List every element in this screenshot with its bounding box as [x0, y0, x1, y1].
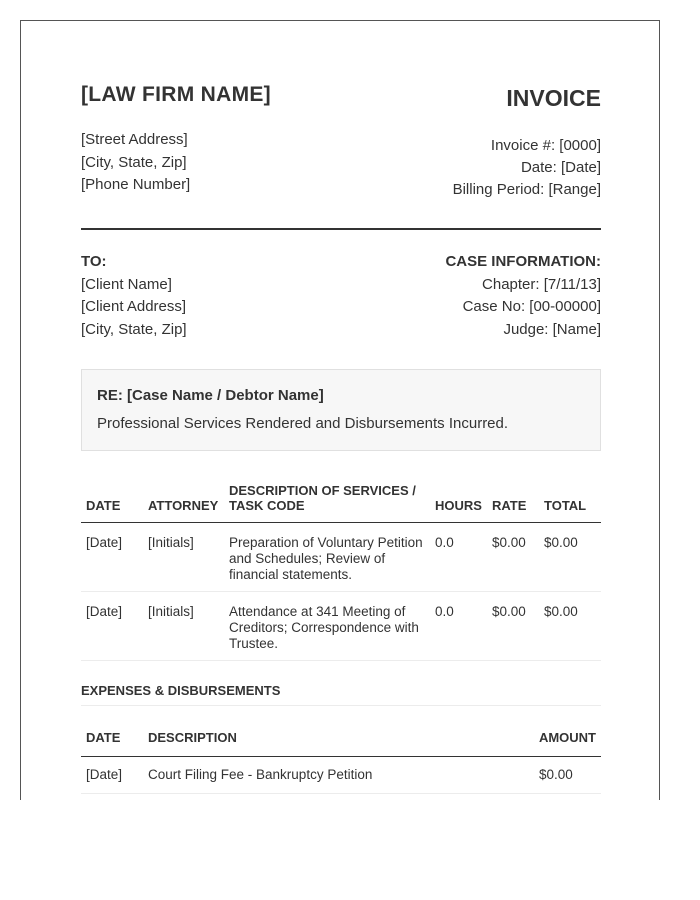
re-title: RE: [Case Name / Debtor Name] — [97, 387, 324, 404]
row-total: $0.00 — [544, 535, 578, 550]
invoice-date: Date: [Date] — [520, 159, 601, 176]
client-city-state-zip: [City, State, Zip] — [81, 320, 187, 338]
header-hours: HOURS — [435, 498, 482, 513]
case-number: Case No: [00-00000] — [462, 298, 601, 315]
row-date: [Date] — [86, 535, 123, 550]
expense-header-description: DESCRIPTION — [148, 730, 237, 745]
row-attorney: [Initials] — [148, 535, 194, 550]
row-description: Preparation of Voluntary Petition and Schedules; Review of financial statements. — [229, 535, 423, 582]
client-address: [Client Address] — [81, 298, 187, 315]
header-total: TOTAL — [544, 498, 587, 513]
header-rate: RATE — [492, 498, 527, 513]
bill-to-label: TO: — [81, 253, 107, 270]
re-box — [81, 369, 601, 451]
row-rate: $0.00 — [492, 604, 526, 619]
invoice-number: Invoice #: [0000] — [490, 137, 601, 154]
re-text: Professional Services Rendered and Disbursements Incurred. — [97, 415, 509, 432]
row-description: Attendance at 341 Meeting of Creditors; Correspondence with Trustee. — [229, 604, 419, 651]
case-judge: Judge: [Name] — [503, 320, 601, 338]
invoice-page — [20, 20, 660, 800]
services-table — [81, 476, 601, 661]
expenses-title-divider — [81, 705, 601, 706]
firm-city-state-zip: [City, State, Zip] — [81, 153, 187, 171]
firm-name: [LAW FIRM NAME] — [81, 83, 271, 106]
row-date: [Date] — [86, 604, 123, 619]
header-date: DATE — [86, 498, 121, 513]
services-header-row — [81, 476, 601, 523]
expenses-table — [81, 721, 601, 794]
case-info-label: CASE INFORMATION: — [445, 253, 601, 270]
expenses-title: EXPENSES & DISBURSEMENTS — [81, 683, 281, 698]
expense-amount: $0.00 — [539, 767, 573, 782]
expense-date: [Date] — [86, 767, 123, 782]
header-attorney: ATTORNEY — [148, 498, 219, 513]
table-row — [81, 523, 601, 592]
row-hours: 0.0 — [435, 535, 454, 550]
table-row — [81, 592, 601, 661]
billing-period: Billing Period: [Range] — [452, 181, 601, 198]
expense-header-date: DATE — [86, 730, 121, 745]
invoice-title: INVOICE — [506, 85, 601, 111]
expenses-header-row — [81, 721, 601, 757]
header-description: DESCRIPTION OF SERVICES / TASK CODE — [229, 483, 416, 513]
expense-header-amount: AMOUNT — [538, 730, 596, 745]
row-rate: $0.00 — [492, 535, 526, 550]
row-attorney: [Initials] — [148, 604, 194, 619]
firm-phone: [Phone Number] — [81, 176, 191, 193]
case-chapter: Chapter: [7/11/13] — [482, 275, 601, 293]
firm-address — [81, 129, 190, 197]
bill-to — [81, 251, 187, 341]
case-information — [445, 251, 601, 341]
expense-description: Court Filing Fee - Bankruptcy Petition — [148, 767, 373, 782]
firm-street: [Street Address] — [81, 131, 188, 148]
row-hours: 0.0 — [435, 604, 454, 619]
table-row — [81, 757, 601, 794]
invoice-meta — [453, 135, 601, 201]
row-total: $0.00 — [544, 604, 578, 619]
client-name: [Client Name] — [81, 275, 172, 293]
header-divider — [81, 228, 601, 230]
